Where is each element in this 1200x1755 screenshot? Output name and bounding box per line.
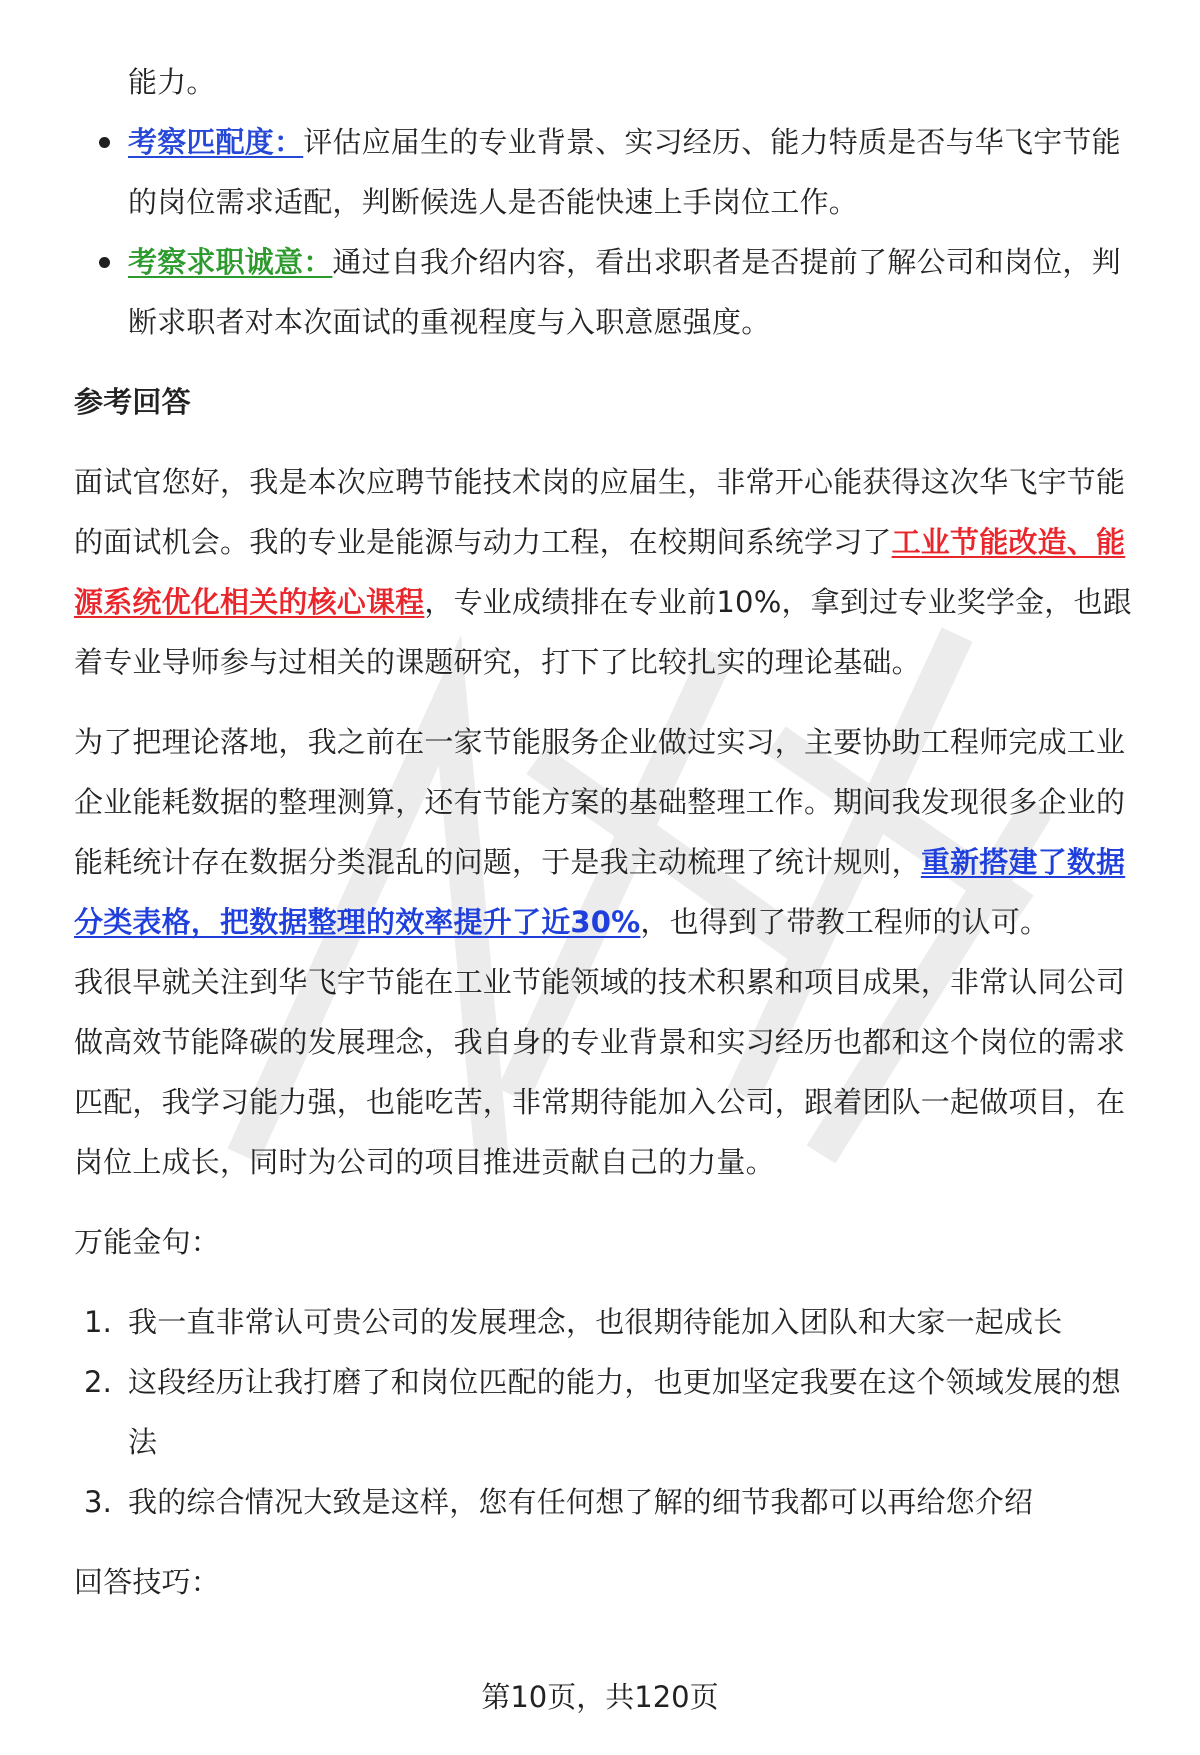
assessment-label: 考察匹配度：: [128, 125, 304, 159]
assessment-point-match: [74, 112, 1144, 232]
golden-phrases-heading: 万能金句：: [74, 1225, 221, 1259]
list-item: [74, 1352, 1144, 1472]
list-number: 3.: [84, 1485, 113, 1519]
list-number: 2.: [84, 1365, 113, 1399]
continued-fragment: 能力。: [128, 65, 216, 99]
assessment-label: 考察求职诚意：: [128, 245, 333, 279]
paragraph-text: ，也得到了带教工程师的认可。: [640, 905, 1050, 939]
assessment-point-sincerity: [74, 232, 1144, 352]
paragraph-text: 为了把理论落地，我之前在一家节能服务企业做过实习，主要协助工程师完成工业企业能耗数据的整理测算，还有节能方案的基础整理工作。期间我发现很多企业的能耗统计存在数据分类混乱的问题，于是我主动梳理了统计规则，: [74, 725, 1126, 879]
answer-tips-heading: 回答技巧：: [74, 1565, 221, 1599]
paragraph-text: 面试官您好，我是本次应聘节能技术岗的应届生，非常开心能获得这次华飞宇节能的面试机会。我的专业是能源与动力工程，在校期间系统学习了: [74, 465, 1126, 559]
assessment-text: 通过自我介绍内容，看出求职者是否提前了解公司和岗位，判断求职者对本次面试的重视程度与入职意愿强度。: [128, 245, 1121, 339]
golden-phrases-list: [74, 1292, 1144, 1532]
list-item: [74, 1292, 1144, 1352]
answer-paragraph-1: [74, 452, 1144, 692]
list-text: 我一直非常认可贵公司的发展理念，也很期待能加入团队和大家一起成长: [128, 1305, 1063, 1339]
page-footer: 第10页，共120页: [481, 1680, 719, 1714]
list-text: 这段经历让我打磨了和岗位匹配的能力，也更加坚定我要在这个领域发展的想法: [128, 1365, 1121, 1459]
paragraph-text: ，专业成绩排在专业前10%，拿到过专业奖学金，也跟着专业导师参与过相关的课题研究，打下了比较扎实的理论基础。: [74, 585, 1132, 679]
list-item: [74, 1472, 1144, 1532]
assessment-text: 评估应届生的专业背景、实习经历、能力特质是否与华飞宇节能的岗位需求适配，判断候选人是否能快速上手岗位工作。: [128, 125, 1121, 219]
list-number: 1.: [84, 1305, 113, 1339]
document-body: [74, 52, 1144, 1612]
assessment-points-list: [74, 112, 1144, 352]
answer-paragraph-3: 我很早就关注到华飞宇节能在工业节能领域的技术积累和项目成果，非常认同公司做高效节能降碳的发展理念，我自身的专业背景和实习经历也都和这个岗位的需求匹配，我学习能力强，也能吃苦，非常期待能加入公司，跟着团队一起做项目，在岗位上成长，同时为公司的项目推进贡献自己的力量。: [74, 965, 1126, 1179]
answer-paragraph-2: [74, 712, 1144, 952]
reference-answer-heading: 参考回答: [74, 385, 191, 419]
highlight-text: 重新搭建了数据分类表格，把数据整理的效率提升了近30%: [74, 845, 1126, 939]
highlight-text: 工业节能改造、能源系统优化相关的核心课程: [74, 525, 1126, 619]
list-text: 我的综合情况大致是这样，您有任何想了解的细节我都可以再给您介绍: [128, 1485, 1034, 1519]
